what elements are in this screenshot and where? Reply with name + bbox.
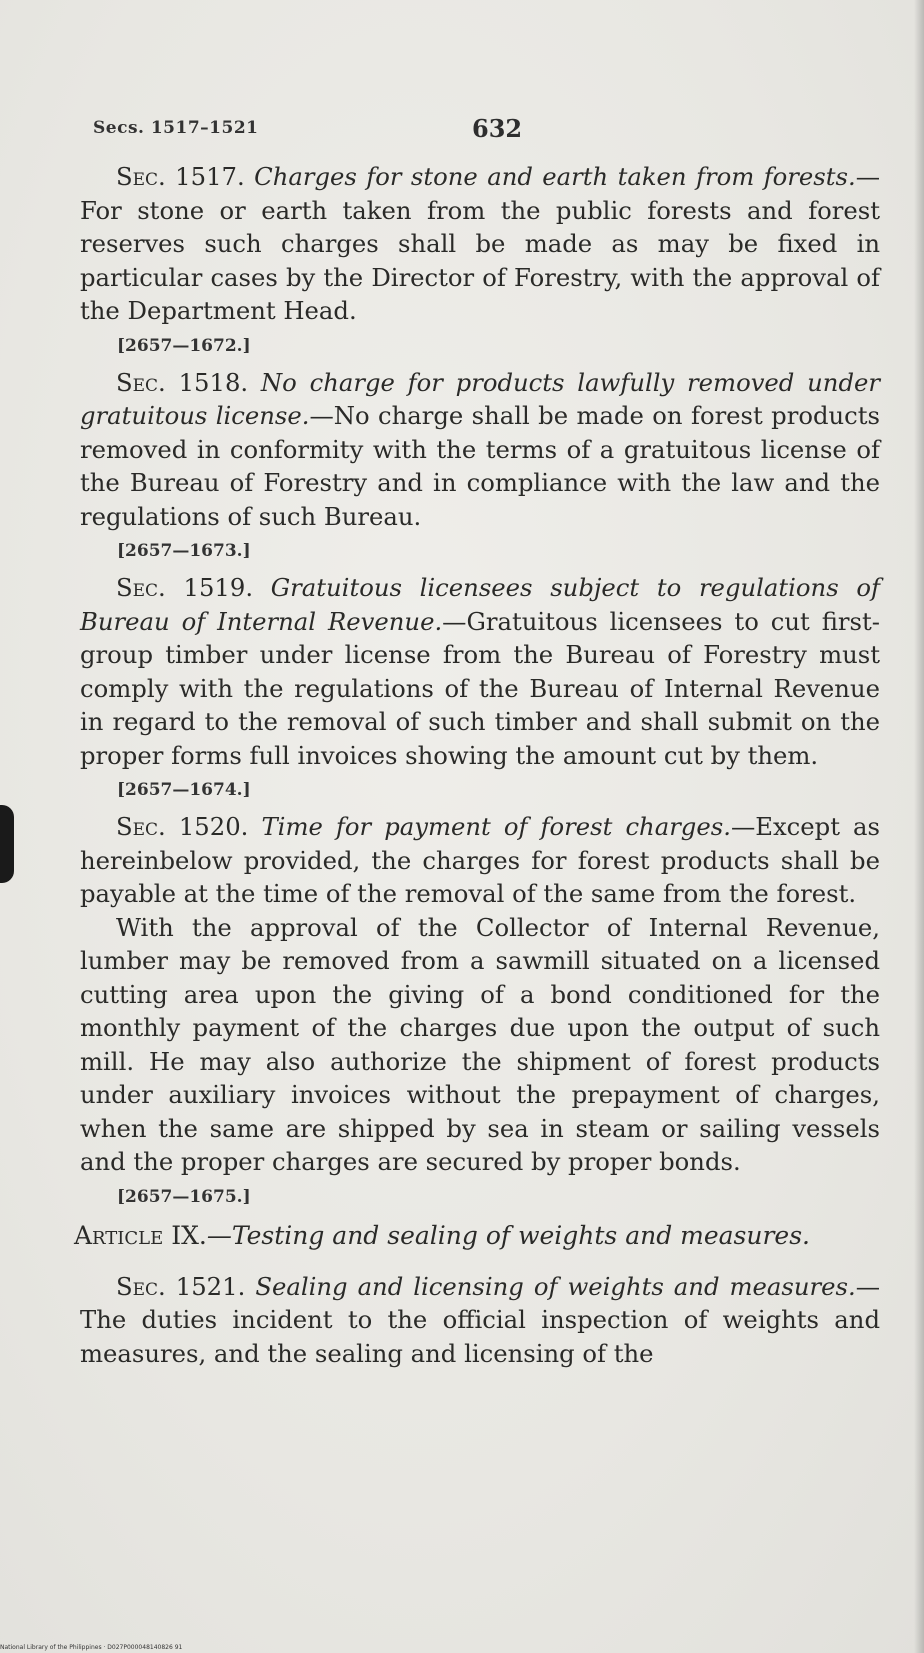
section-label: Sec. 1519. xyxy=(116,573,254,602)
binding-mark xyxy=(0,805,14,883)
section-text: —Except as hereinbelow provided, the charges for forest products shall be payable at the time of the removal of the same from the forest. xyxy=(80,812,880,908)
section-1517 xyxy=(80,160,880,328)
section-text: —No charge shall be made on forest products removed in conformity with the terms of a gratuitous license of the Bureau of Forestry and in compliance with the law and the regulations of such Bureau. xyxy=(80,401,880,531)
section-1519 xyxy=(80,571,880,772)
citation: [2657—1674.] xyxy=(117,780,251,800)
section-label: Sec. 1518. xyxy=(116,367,249,397)
citation: [2657—1672.] xyxy=(117,335,251,356)
section-title: Gratuitous licensees subject to regulations of Bureau of Internal Revenue. xyxy=(80,573,880,636)
section-1518 xyxy=(80,366,880,534)
section-title: No charge for products lawfully removed under gratuitous license. xyxy=(80,367,880,430)
section-1520 xyxy=(80,810,880,911)
body-text xyxy=(74,160,880,1370)
scan-credit: National Library of the Philippines · D027P000048140826 91 xyxy=(0,1644,183,1651)
citation: [2657—1675.] xyxy=(117,1186,251,1207)
running-head-sections: Secs. 1517–1521 xyxy=(93,118,259,138)
page-edge-shadow xyxy=(914,0,924,1653)
citation: [2657—1673.] xyxy=(117,541,251,561)
section-title: Time for payment of forest charges. xyxy=(261,812,731,841)
section-title: Charges for stone and earth taken from forests. xyxy=(254,162,856,191)
section-text: —For stone or earth taken from the public forests and forest reserves such charges shall be made as may be fixed in particular cases by the Director of Forestry, with the approval of the Department Head. xyxy=(80,162,880,325)
page-number: 632 xyxy=(472,114,523,143)
article-title: —Testing and sealing of weights and measures. xyxy=(206,1220,811,1250)
section-label: Sec. 1520. xyxy=(116,812,249,841)
section-1521 xyxy=(80,1270,880,1371)
section-1520-paragraph-2: With the approval of the Collector of Internal Revenue, lumber may be removed from a sawmill situated on a licensed cutting area upon the giving of a bond conditioned for the monthly payment of the charges due upon the output of such mill. He may also authorize the shipment of forest products under auxiliary invoices without the prepayment of charges, when the same are shipped by sea in steam or sailing vessels and the proper charges are secured by proper bonds. xyxy=(80,912,880,1176)
section-text: —Gratuitous licensees to cut first-group timber under license from the Bureau of Forestry must comply with the regulations of the Bureau of Internal Revenue in regard to the removal of such timber and shall submit on the proper forms full invoices showing the amount cut by them. xyxy=(80,606,880,770)
section-label: Sec. 1517. xyxy=(116,162,245,191)
article-heading xyxy=(74,1219,880,1252)
section-label: Sec. 1521. xyxy=(116,1271,246,1301)
section-text: —The duties incident to the official inspection of weights and measures, and the sealing and licensing of the xyxy=(80,1271,880,1368)
section-title: Sealing and licensing of weights and measures. xyxy=(255,1271,856,1301)
article-label: Article IX. xyxy=(74,1220,207,1250)
